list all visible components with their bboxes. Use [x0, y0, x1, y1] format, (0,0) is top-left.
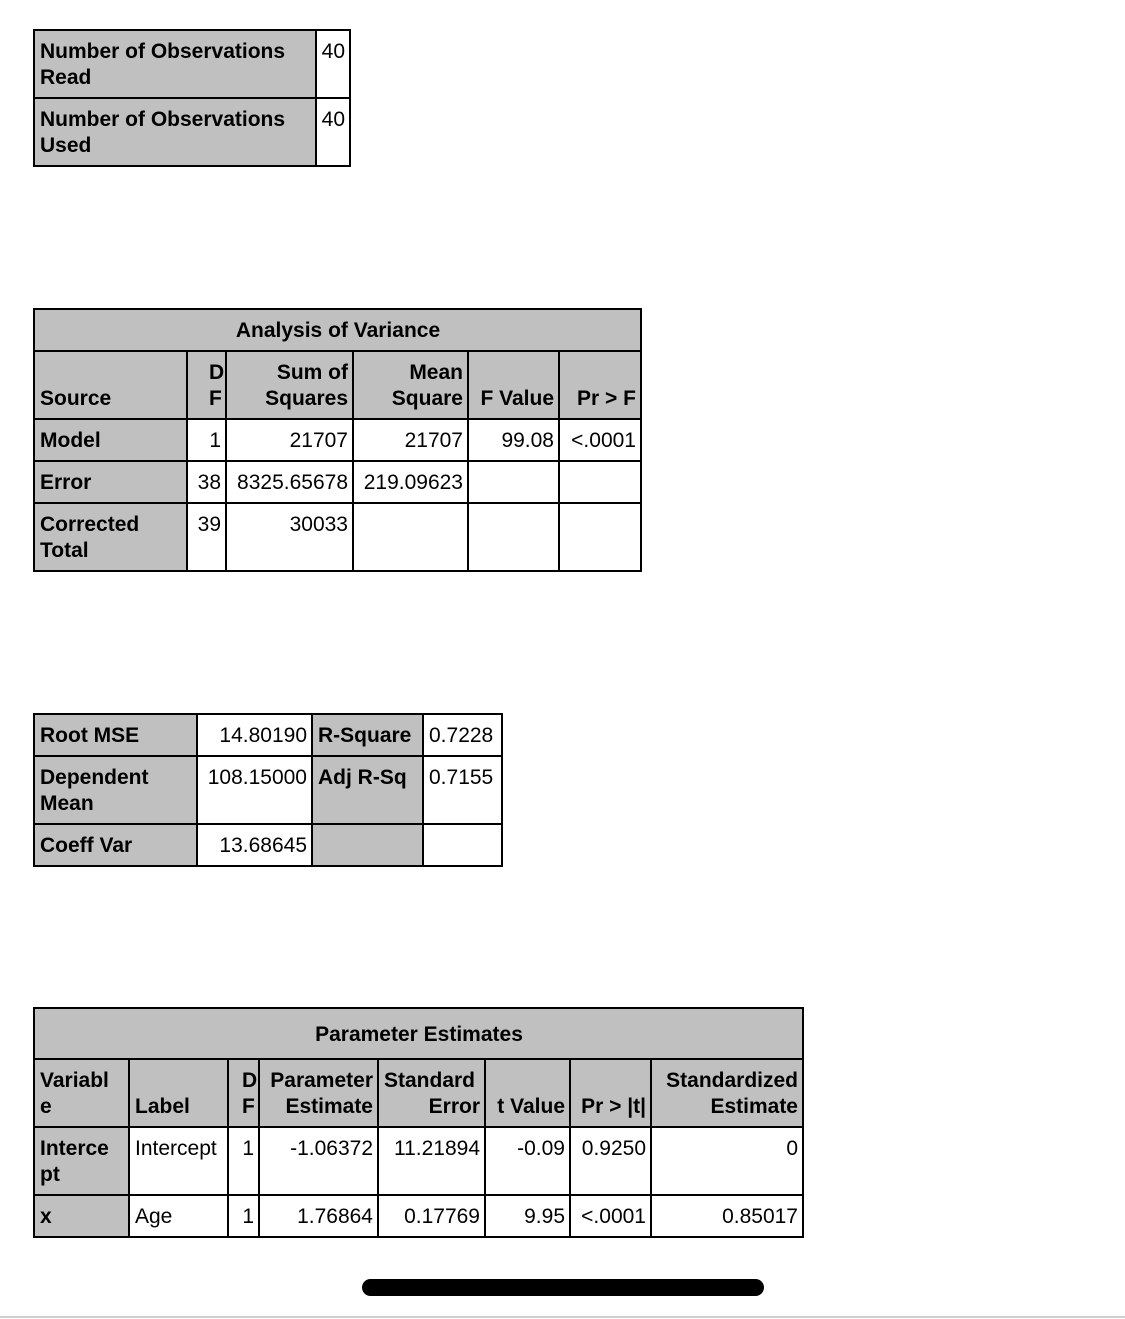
- params-df: 1: [228, 1127, 259, 1195]
- table-row: [34, 756, 502, 824]
- params-t-value: 9.95: [485, 1195, 570, 1237]
- anova-f: [468, 503, 559, 571]
- table-header-row: [34, 1059, 803, 1127]
- table-row: [34, 98, 350, 166]
- parameter-estimates-table: [33, 1007, 804, 1238]
- fit-value-2: [423, 824, 502, 866]
- table-header-row: [34, 351, 641, 419]
- anova-ss: 30033: [226, 503, 353, 571]
- table-row: [34, 461, 641, 503]
- anova-ms: 219.09623: [353, 461, 468, 503]
- anova-ss: 21707: [226, 419, 353, 461]
- table-row: [34, 824, 502, 866]
- anova-df: 39: [187, 503, 226, 571]
- fit-label: Root MSE: [34, 714, 197, 756]
- params-p-value: 0.9250: [570, 1127, 651, 1195]
- fit-label-2: R-Square: [312, 714, 423, 756]
- params-variable: Intercept: [34, 1127, 129, 1195]
- fit-value-2: 0.7228: [423, 714, 502, 756]
- params-t-value: -0.09: [485, 1127, 570, 1195]
- anova-header-df: DF: [187, 351, 226, 419]
- observations-used-value: 40: [316, 98, 350, 166]
- anova-f: [468, 461, 559, 503]
- table-title-row: [34, 309, 641, 351]
- anova-header-source: Source: [34, 351, 187, 419]
- fit-label: Dependent Mean: [34, 756, 197, 824]
- anova-df: 38: [187, 461, 226, 503]
- anova-p: <.0001: [559, 419, 641, 461]
- anova-header-p: Pr > F: [559, 351, 641, 419]
- table-row: [34, 30, 350, 98]
- params-header-estimate: Parameter Estimate: [259, 1059, 378, 1127]
- anova-header-f: F Value: [468, 351, 559, 419]
- fit-value-2: 0.7155: [423, 756, 502, 824]
- params-header-std-error: Standard Error: [378, 1059, 485, 1127]
- params-label: Intercept: [129, 1127, 228, 1195]
- params-p-value: <.0001: [570, 1195, 651, 1237]
- params-header-p: Pr > |t|: [570, 1059, 651, 1127]
- anova-f: 99.08: [468, 419, 559, 461]
- bottom-divider: [0, 1316, 1125, 1318]
- anova-p: [559, 461, 641, 503]
- params-header-t: t Value: [485, 1059, 570, 1127]
- fit-value: 13.68645: [197, 824, 312, 866]
- params-std-error: 11.21894: [378, 1127, 485, 1195]
- table-row: [34, 419, 641, 461]
- anova-ms: [353, 503, 468, 571]
- params-header-std-estimate: Standardized Estimate: [651, 1059, 803, 1127]
- params-title: Parameter Estimates: [34, 1008, 803, 1059]
- anova-ms: 21707: [353, 419, 468, 461]
- fit-label: Coeff Var: [34, 824, 197, 866]
- anova-title: Analysis of Variance: [34, 309, 641, 351]
- anova-df: 1: [187, 419, 226, 461]
- table-row: [34, 1127, 803, 1195]
- table-row: [34, 1195, 803, 1237]
- params-label: Age: [129, 1195, 228, 1237]
- params-header-variable: Variable: [34, 1059, 129, 1127]
- params-variable: x: [34, 1195, 129, 1237]
- fit-label-2: Adj R-Sq: [312, 756, 423, 824]
- fit-value: 108.15000: [197, 756, 312, 824]
- anova-ss: 8325.65678: [226, 461, 353, 503]
- anova-source: Model: [34, 419, 187, 461]
- params-std-estimate: 0: [651, 1127, 803, 1195]
- anova-source: Corrected Total: [34, 503, 187, 571]
- params-std-error: 0.17769: [378, 1195, 485, 1237]
- anova-source: Error: [34, 461, 187, 503]
- table-title-row: [34, 1008, 803, 1059]
- params-estimate: -1.06372: [259, 1127, 378, 1195]
- observations-read-label: Number of Observations Read: [34, 30, 316, 98]
- anova-header-ms: Mean Square: [353, 351, 468, 419]
- fit-label-2: [312, 824, 423, 866]
- observations-table: [33, 29, 351, 167]
- anova-table: [33, 308, 642, 572]
- params-df: 1: [228, 1195, 259, 1237]
- observations-read-value: 40: [316, 30, 350, 98]
- params-std-estimate: 0.85017: [651, 1195, 803, 1237]
- fit-statistics-table: [33, 713, 503, 867]
- params-header-df: DF: [228, 1059, 259, 1127]
- table-row: [34, 503, 641, 571]
- params-estimate: 1.76864: [259, 1195, 378, 1237]
- anova-p: [559, 503, 641, 571]
- home-indicator[interactable]: [362, 1279, 764, 1296]
- fit-value: 14.80190: [197, 714, 312, 756]
- observations-used-label: Number of Observations Used: [34, 98, 316, 166]
- params-header-label: Label: [129, 1059, 228, 1127]
- table-row: [34, 714, 502, 756]
- anova-header-ss: Sum of Squares: [226, 351, 353, 419]
